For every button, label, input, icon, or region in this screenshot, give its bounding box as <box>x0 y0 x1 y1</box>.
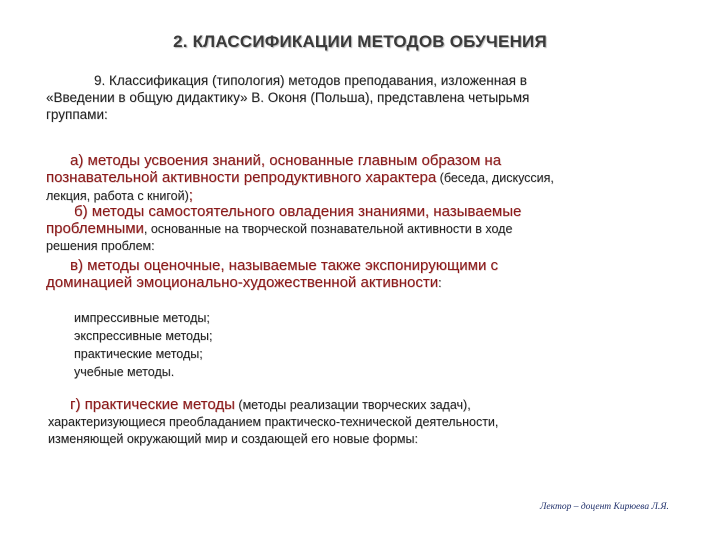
group-d-line-1 <box>46 396 686 414</box>
lecturer-signature: Лектор – доцент Кирюева Л.Я. <box>540 502 669 512</box>
group-c-line-1: в) методы оценочные, называемые также экспонирующими с <box>70 257 499 274</box>
group-b-line-1: б) методы самостоятельного овладения знаниями, называемые <box>74 203 522 220</box>
list-item: экспрессивные методы; <box>74 329 213 343</box>
intro-paragraph <box>46 72 686 123</box>
group-d-note: (методы реализации творческих задач), <box>234 398 471 412</box>
group-c-punct: : <box>438 276 442 290</box>
group-d-emphasis: г) практические методы <box>70 396 235 413</box>
group-a-punct: ; <box>188 187 193 204</box>
group-d-line-3: изменяющей окружающий мир и создающей его новые формы: <box>48 432 418 446</box>
group-d-line-2: характеризующиеся преобладанием практическо-технической деятельности, <box>48 415 499 429</box>
group-d <box>46 396 686 448</box>
group-b-description: , основанные на творческой познавательной активности в ходе <box>143 222 513 236</box>
method-list <box>74 309 374 381</box>
intro-line-1: 9. Классификация (типология) методов преподавания, изложенная в <box>94 73 527 88</box>
group-a <box>46 152 686 205</box>
group-b <box>46 203 686 255</box>
group-b-line-3: решения проблем: <box>46 239 155 253</box>
intro-line-3: группами: <box>46 107 108 122</box>
intro-line-2: «Введении в общую дидактику» В. Оконя (Польша), представлена четырьмя <box>46 90 530 105</box>
group-c-line-2 <box>46 274 686 292</box>
group-a-examples: (беседа, дискуссия, <box>436 171 554 185</box>
group-b-emphasis: проблемными <box>46 220 144 237</box>
group-c <box>46 257 686 292</box>
group-a-line-1: а) методы усвоения знаний, основанные главным образом на <box>70 152 502 169</box>
group-b-line-2 <box>46 220 686 238</box>
group-c-emphasis: доминацией эмоционально-художественной активности <box>46 274 439 291</box>
group-a-line-2 <box>46 169 686 187</box>
group-a-emphasis: познавательной активности репродуктивного характера <box>46 169 437 186</box>
page-title: 2. КЛАССИФИКАЦИИ МЕТОДОВ ОБУЧЕНИЯ <box>173 32 547 51</box>
list-item: импрессивные методы; <box>74 311 210 325</box>
list-item: практические методы; <box>74 347 203 361</box>
list-item: учебные методы. <box>74 365 175 379</box>
group-a-examples-end: лекция, работа с книгой) <box>46 189 189 203</box>
